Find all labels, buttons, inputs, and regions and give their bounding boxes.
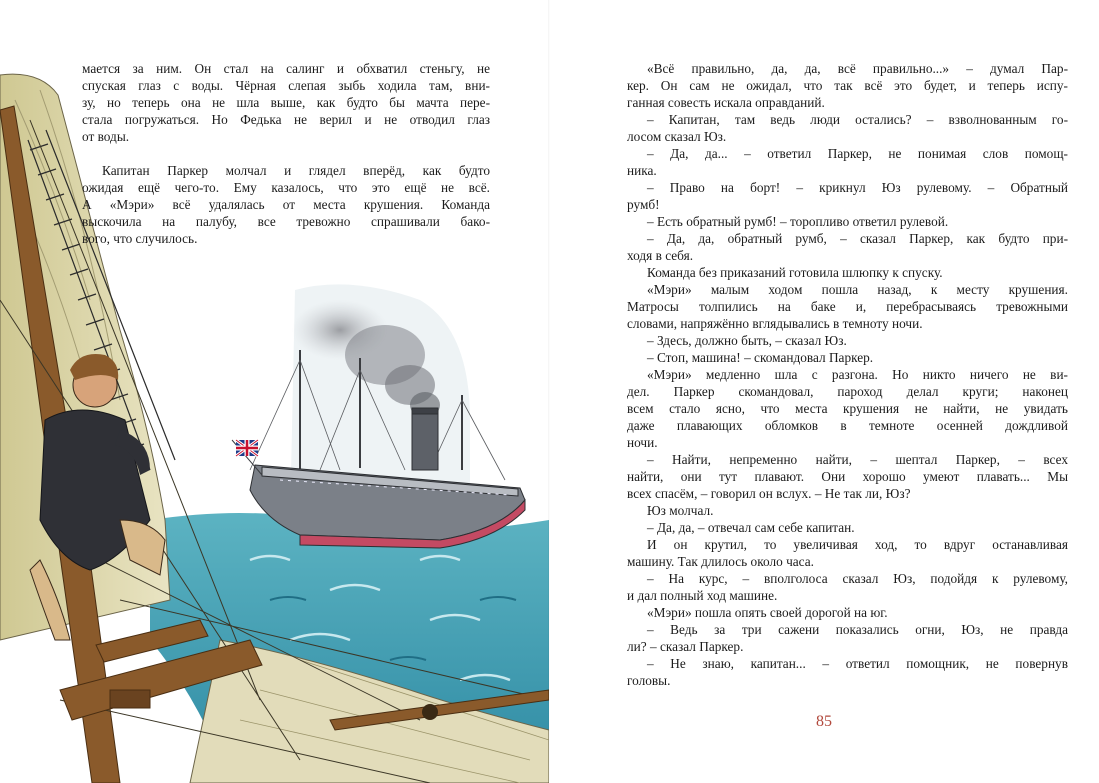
text-line: головы. xyxy=(627,673,671,688)
text-line: «Мэри» пошла опять своей дорогой на юг. xyxy=(647,605,888,620)
text-line: «Мэри» медленно шла с разгона. Но никто ничего не ви- xyxy=(647,367,1068,382)
text-line: Капитан Паркер молчал и глядел вперёд, как будто xyxy=(102,163,490,178)
page-number: 85 xyxy=(816,713,832,730)
text-line: лосом сказал Юз. xyxy=(627,129,727,144)
text-line: ожидая ещё чего-то. Ему казалось, что это ещё не всё. xyxy=(82,180,490,195)
text-line: – Право на борт! – крикнул Юз рулевому. – Обратный xyxy=(647,180,1068,195)
text-line: – Да, да, обратный румб, – сказал Паркер, как будто при- xyxy=(647,231,1068,246)
left-page-text xyxy=(82,60,490,247)
text-line: ночи. xyxy=(627,435,658,450)
text-line: – Да, да... – ответил Паркер, не понимая слов помощ- xyxy=(647,146,1068,161)
text-line: румб! xyxy=(627,197,660,212)
text-line: даже плавающих обломков в темноте осенней дождливой xyxy=(627,418,1068,433)
text-line: – Ведь за три сажени показались огни, Юз, не правда xyxy=(647,622,1068,637)
text-line: Команда без приказаний готовила шлюпку к спуску. xyxy=(647,265,943,280)
text-line: кер. Он сам не ожидал, что так всё это будет, и теперь испу- xyxy=(627,78,1068,93)
text-line: всех спасём, – говорил он вслух. – Не так ли, Юз? xyxy=(627,486,911,501)
text-line: – Капитан, там ведь люди остались? – взволнованным го- xyxy=(647,112,1068,127)
text-line: зу, но теперь она не шла выше, как будто бы мачта пере- xyxy=(82,95,490,110)
text-line: – Есть обратный румб! – торопливо ответил рулевой. xyxy=(647,214,949,229)
paragraph-gap xyxy=(82,145,490,162)
text-line: – Здесь, должно быть, – сказал Юз. xyxy=(647,333,847,348)
text-line: всем стало ясно, что места крушения не найти, не увидать xyxy=(627,401,1068,416)
text-line: словами, напряжённо вглядывались в темноту ночи. xyxy=(627,316,923,331)
text-line: – Не знаю, капитан... – ответил помощник, не повернув xyxy=(647,656,1068,671)
text-line: спуская глаз с воды. Чёрная слепая зыбь ходила там, вни- xyxy=(82,78,490,93)
text-line: стала погружаться. Но Федька не верил и не отводил глаз xyxy=(82,112,490,127)
text-line: от воды. xyxy=(82,129,130,144)
text-line: – Найти, непременно найти, – шептал Паркер, – всех xyxy=(647,452,1068,467)
text-line: ганная совесть искала оправданий. xyxy=(627,95,825,110)
text-line: мается за ним. Он стал на салинг и обхватил стеньгу, не xyxy=(82,61,490,76)
text-line: – На курс, – вполголоса сказал Юз, подойдя к рулевому, xyxy=(647,571,1068,586)
union-jack-flag xyxy=(232,440,262,475)
text-line: – Да, да, – отвечал сам себе капитан. xyxy=(647,520,855,535)
text-line: найти, они тут плавают. Они хорошо умеют плавать... Мы xyxy=(627,469,1068,484)
text-line: «Всё правильно, да, да, всё правильно...» – думал Пар- xyxy=(647,61,1068,76)
text-line: вого, что случилось. xyxy=(82,231,198,246)
text-line: ли? – сказал Паркер. xyxy=(627,639,744,654)
right-page-text xyxy=(627,60,1068,689)
text-line: Матросы толпились на баке и, перебрасываясь тревожными xyxy=(627,299,1068,314)
left-page xyxy=(0,0,549,783)
text-line: Юз молчал. xyxy=(647,503,714,518)
text-line: дел. Паркер скомандовал, пароход делал круги; наконец xyxy=(627,384,1068,399)
text-line: ника. xyxy=(627,163,657,178)
text-line: А «Мэри» всё удалялась от места крушения. Команда xyxy=(82,197,490,212)
text-line: ходя в себя. xyxy=(627,248,694,263)
text-line: выскочила на палубу, все тревожно спрашивали бако- xyxy=(82,214,490,229)
text-line: машину. Так длилось около часа. xyxy=(627,554,814,569)
right-page xyxy=(549,0,1099,783)
text-line: и дал полный ход машине. xyxy=(627,588,778,603)
text-line: И он крутил, то увеличивая ход, то вдруг останавливая xyxy=(647,537,1068,552)
text-line: «Мэри» малым ходом пошла назад, к месту крушения. xyxy=(647,282,1068,297)
text-line: – Стоп, машина! – скомандовал Паркер. xyxy=(647,350,874,365)
